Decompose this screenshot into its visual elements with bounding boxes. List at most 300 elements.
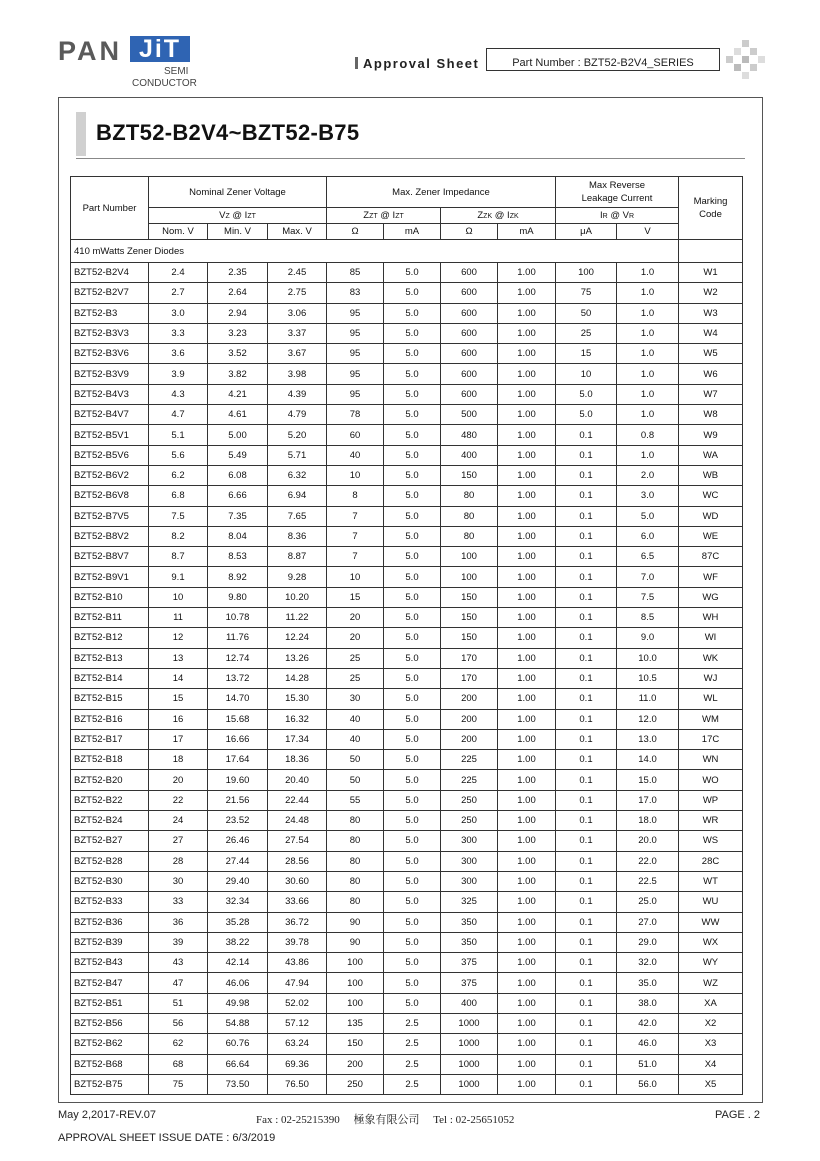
- cell-zzt: 55: [327, 790, 384, 810]
- cell-ir: 0.1: [556, 851, 617, 871]
- cell-zzt: 100: [327, 993, 384, 1013]
- cell-marking-code: X5: [679, 1074, 743, 1094]
- cell-nom-v: 5.6: [149, 445, 208, 465]
- cell-min-v: 2.64: [208, 283, 268, 303]
- cell-nom-v: 9.1: [149, 567, 208, 587]
- cell-izk: 1.00: [498, 283, 556, 303]
- cell-marking-code: WK: [679, 648, 743, 668]
- zzk-izk-subscript: ZK: [509, 213, 519, 220]
- cell-max-v: 3.37: [268, 323, 327, 343]
- cell-ir: 0.1: [556, 465, 617, 485]
- cell-izt: 2.5: [384, 1054, 441, 1074]
- cell-zzt: 80: [327, 811, 384, 831]
- cell-zzt: 30: [327, 689, 384, 709]
- table-row: [71, 323, 743, 343]
- table-row: [71, 668, 743, 688]
- cell-izk: 1.00: [498, 384, 556, 404]
- cell-nom-v: 30: [149, 871, 208, 891]
- cell-ir: 0.1: [556, 567, 617, 587]
- cell-part-number: BZT52-B16: [71, 709, 149, 729]
- max-reverse-leakage-line2: Leakage Current: [581, 193, 653, 204]
- cell-zzk: 80: [441, 506, 498, 526]
- cell-zzk: 600: [441, 263, 498, 283]
- cell-izk: 1.00: [498, 303, 556, 323]
- cell-max-v: 2.75: [268, 283, 327, 303]
- cell-vr: 22.0: [617, 851, 679, 871]
- cell-nom-v: 3.9: [149, 364, 208, 384]
- cell-vr: 35.0: [617, 973, 679, 993]
- cell-min-v: 3.23: [208, 323, 268, 343]
- cell-nom-v: 11: [149, 608, 208, 628]
- cell-part-number: BZT52-B62: [71, 1034, 149, 1054]
- cell-min-v: 29.40: [208, 871, 268, 891]
- cell-marking-code: WP: [679, 790, 743, 810]
- cell-part-number: BZT52-B51: [71, 993, 149, 1013]
- cell-ir: 0.1: [556, 709, 617, 729]
- cell-vr: 12.0: [617, 709, 679, 729]
- cell-max-v: 6.32: [268, 465, 327, 485]
- cell-zzk: 250: [441, 811, 498, 831]
- cell-izt: 5.0: [384, 993, 441, 1013]
- ir-condition-header: [556, 208, 679, 224]
- cell-part-number: BZT52-B39: [71, 932, 149, 952]
- cell-marking-code: WW: [679, 912, 743, 932]
- cell-izk: 1.00: [498, 811, 556, 831]
- cell-max-v: 3.06: [268, 303, 327, 323]
- cell-min-v: 4.61: [208, 405, 268, 425]
- cell-nom-v: 2.4: [149, 263, 208, 283]
- cell-min-v: 4.21: [208, 384, 268, 404]
- cell-nom-v: 8.2: [149, 526, 208, 546]
- logo-jit-text: JiT: [130, 36, 190, 62]
- cell-part-number: BZT52-B3: [71, 303, 149, 323]
- cell-vr: 1.0: [617, 303, 679, 323]
- cell-izk: 1.00: [498, 668, 556, 688]
- table-row: [71, 1034, 743, 1054]
- cell-izk: 1.00: [498, 628, 556, 648]
- cell-nom-v: 3.6: [149, 344, 208, 364]
- cell-vr: 5.0: [617, 506, 679, 526]
- zzk-subscript: ZK: [483, 213, 493, 220]
- cell-zzk: 80: [441, 526, 498, 546]
- cell-marking-code: WG: [679, 587, 743, 607]
- cell-part-number: BZT52-B30: [71, 871, 149, 891]
- table-row: [71, 567, 743, 587]
- cell-zzk: 500: [441, 405, 498, 425]
- cell-marking-code: WM: [679, 709, 743, 729]
- cell-min-v: 54.88: [208, 1013, 268, 1033]
- table-row: [71, 648, 743, 668]
- cell-izt: 5.0: [384, 364, 441, 384]
- cell-vr: 17.0: [617, 790, 679, 810]
- cell-izt: 5.0: [384, 506, 441, 526]
- zzt-symbol: Z: [363, 210, 370, 221]
- cell-max-v: 18.36: [268, 750, 327, 770]
- cell-nom-v: 39: [149, 932, 208, 952]
- cell-min-v: 23.52: [208, 811, 268, 831]
- cell-max-v: 20.40: [268, 770, 327, 790]
- max-reverse-leakage-header: [556, 177, 679, 208]
- cell-ir: 0.1: [556, 628, 617, 648]
- cell-vr: 1.0: [617, 283, 679, 303]
- cell-vr: 1.0: [617, 384, 679, 404]
- cell-min-v: 3.52: [208, 344, 268, 364]
- cell-nom-v: 24: [149, 811, 208, 831]
- cell-part-number: BZT52-B28: [71, 851, 149, 871]
- part-number-header: Part Number: [71, 177, 149, 240]
- zzk-at-text: @ I: [492, 210, 510, 221]
- cell-marking-code: 87C: [679, 547, 743, 567]
- revision-text: May 2,2017-REV.07: [58, 1109, 157, 1121]
- cell-ir: 0.1: [556, 648, 617, 668]
- table-row: [71, 384, 743, 404]
- cell-max-v: 33.66: [268, 892, 327, 912]
- vz-condition-header: [149, 208, 327, 224]
- cell-marking-code: XA: [679, 993, 743, 1013]
- cell-marking-code: WO: [679, 770, 743, 790]
- cell-nom-v: 56: [149, 1013, 208, 1033]
- table-row: [71, 770, 743, 790]
- zzt-at-text: @ I: [377, 210, 396, 221]
- cell-zzt: 95: [327, 344, 384, 364]
- cell-izt: 5.0: [384, 608, 441, 628]
- cell-ir: 0.1: [556, 892, 617, 912]
- cell-part-number: BZT52-B24: [71, 811, 149, 831]
- cell-vr: 1.0: [617, 364, 679, 384]
- cell-zzt: 80: [327, 851, 384, 871]
- part-number-box: Part Number : BZT52-B2V4_SERIES: [486, 48, 720, 71]
- unit-vr-v: V: [617, 224, 679, 240]
- cell-vr: 2.0: [617, 465, 679, 485]
- cell-zzt: 135: [327, 1013, 384, 1033]
- cell-nom-v: 22: [149, 790, 208, 810]
- cell-zzt: 100: [327, 953, 384, 973]
- cell-part-number: BZT52-B47: [71, 973, 149, 993]
- cell-vr: 3.0: [617, 486, 679, 506]
- cell-izk: 1.00: [498, 831, 556, 851]
- vz-subscript: Z: [225, 213, 230, 220]
- cell-izt: 5.0: [384, 526, 441, 546]
- cell-zzk: 600: [441, 364, 498, 384]
- page-number: PAGE . 2: [715, 1109, 761, 1121]
- cell-ir: 75: [556, 283, 617, 303]
- cell-vr: 8.5: [617, 608, 679, 628]
- cell-min-v: 35.28: [208, 912, 268, 932]
- zzk-condition-header: [441, 208, 556, 224]
- cell-izt: 5.0: [384, 932, 441, 952]
- table-row: [71, 709, 743, 729]
- cell-zzk: 100: [441, 567, 498, 587]
- cell-max-v: 30.60: [268, 871, 327, 891]
- cell-part-number: BZT52-B68: [71, 1054, 149, 1074]
- cell-vr: 22.5: [617, 871, 679, 891]
- cell-part-number: BZT52-B6V2: [71, 465, 149, 485]
- zzt-izt-subscript: ZT: [395, 213, 404, 220]
- table-row: [71, 729, 743, 749]
- cell-nom-v: 16: [149, 709, 208, 729]
- table-row: [71, 283, 743, 303]
- table-row: [71, 871, 743, 891]
- cell-vr: 18.0: [617, 811, 679, 831]
- cell-ir: 0.1: [556, 1054, 617, 1074]
- table-row: [71, 1054, 743, 1074]
- cell-zzk: 200: [441, 729, 498, 749]
- cell-part-number: BZT52-B43: [71, 953, 149, 973]
- cell-vr: 1.0: [617, 323, 679, 343]
- ir-subscript: R: [602, 213, 608, 220]
- cell-marking-code: WA: [679, 445, 743, 465]
- cell-vr: 7.5: [617, 587, 679, 607]
- cell-min-v: 15.68: [208, 709, 268, 729]
- title-accent-bar: [76, 112, 86, 156]
- cell-marking-code: WZ: [679, 973, 743, 993]
- cell-izt: 5.0: [384, 405, 441, 425]
- cell-ir: 0.1: [556, 770, 617, 790]
- cell-marking-code: WI: [679, 628, 743, 648]
- cell-zzt: 7: [327, 547, 384, 567]
- cell-zzt: 78: [327, 405, 384, 425]
- cell-izk: 1.00: [498, 973, 556, 993]
- cell-ir: 0.1: [556, 750, 617, 770]
- cell-part-number: BZT52-B15: [71, 689, 149, 709]
- cell-vr: 25.0: [617, 892, 679, 912]
- cell-izk: 1.00: [498, 608, 556, 628]
- cell-min-v: 42.14: [208, 953, 268, 973]
- cell-zzt: 85: [327, 263, 384, 283]
- decorative-squares-icon: [726, 40, 766, 80]
- cell-izt: 5.0: [384, 729, 441, 749]
- cell-izk: 1.00: [498, 648, 556, 668]
- cell-ir: 0.1: [556, 506, 617, 526]
- table-row: [71, 953, 743, 973]
- cell-nom-v: 47: [149, 973, 208, 993]
- table-row: [71, 912, 743, 932]
- table-row: [71, 263, 743, 283]
- cell-nom-v: 7.5: [149, 506, 208, 526]
- table-row: [71, 993, 743, 1013]
- cell-part-number: BZT52-B36: [71, 912, 149, 932]
- table-row: [71, 811, 743, 831]
- cell-izt: 5.0: [384, 283, 441, 303]
- cell-zzk: 200: [441, 689, 498, 709]
- spec-table-body: [71, 263, 743, 1095]
- cell-zzk: 250: [441, 790, 498, 810]
- cell-zzt: 50: [327, 770, 384, 790]
- cell-max-v: 13.26: [268, 648, 327, 668]
- cell-zzk: 375: [441, 973, 498, 993]
- unit-zzt-ohm: Ω: [327, 224, 384, 240]
- cell-nom-v: 2.7: [149, 283, 208, 303]
- unit-max-v: Max. V: [268, 224, 327, 240]
- cell-part-number: BZT52-B13: [71, 648, 149, 668]
- cell-marking-code: WL: [679, 689, 743, 709]
- cell-max-v: 4.79: [268, 405, 327, 425]
- cell-ir: 0.1: [556, 486, 617, 506]
- cell-zzk: 170: [441, 648, 498, 668]
- cell-zzk: 400: [441, 993, 498, 1013]
- cell-nom-v: 3.3: [149, 323, 208, 343]
- cell-max-v: 2.45: [268, 263, 327, 283]
- cell-nom-v: 27: [149, 831, 208, 851]
- cell-nom-v: 36: [149, 912, 208, 932]
- cell-ir: 0.1: [556, 526, 617, 546]
- contact-text: Fax : 02-25215390 極象有限公司 Tel : 02-25651052: [256, 1114, 515, 1126]
- cell-izk: 1.00: [498, 953, 556, 973]
- cell-ir: 0.1: [556, 689, 617, 709]
- table-row: [71, 445, 743, 465]
- cell-min-v: 32.34: [208, 892, 268, 912]
- cell-izk: 1.00: [498, 323, 556, 343]
- cell-vr: 7.0: [617, 567, 679, 587]
- cell-marking-code: 17C: [679, 729, 743, 749]
- cell-zzk: 170: [441, 668, 498, 688]
- ir-vr-subscript: R: [628, 213, 635, 220]
- cell-marking-code: W1: [679, 263, 743, 283]
- cell-min-v: 2.94: [208, 303, 268, 323]
- cell-izt: 5.0: [384, 750, 441, 770]
- cell-zzk: 300: [441, 851, 498, 871]
- cell-marking-code: X3: [679, 1034, 743, 1054]
- cell-part-number: BZT52-B8V7: [71, 547, 149, 567]
- cell-vr: 27.0: [617, 912, 679, 932]
- logo-semi-text: SEMI: [164, 66, 189, 77]
- cell-zzk: 1000: [441, 1034, 498, 1054]
- cell-min-v: 27.44: [208, 851, 268, 871]
- cell-izt: 5.0: [384, 953, 441, 973]
- vz-izt-subscript: ZT: [247, 213, 256, 220]
- cell-zzt: 95: [327, 384, 384, 404]
- cell-min-v: 8.53: [208, 547, 268, 567]
- cell-ir: 0.1: [556, 790, 617, 810]
- cell-izt: 5.0: [384, 973, 441, 993]
- cell-part-number: BZT52-B4V3: [71, 384, 149, 404]
- cell-min-v: 46.06: [208, 973, 268, 993]
- cell-izt: 5.0: [384, 263, 441, 283]
- cell-izk: 1.00: [498, 587, 556, 607]
- cell-max-v: 17.34: [268, 729, 327, 749]
- cell-vr: 29.0: [617, 932, 679, 952]
- cell-izt: 5.0: [384, 851, 441, 871]
- cell-min-v: 9.80: [208, 587, 268, 607]
- cell-ir: 0.1: [556, 993, 617, 1013]
- cell-nom-v: 75: [149, 1074, 208, 1094]
- cell-max-v: 28.56: [268, 851, 327, 871]
- cell-zzk: 600: [441, 303, 498, 323]
- cell-zzk: 200: [441, 709, 498, 729]
- cell-izk: 1.00: [498, 892, 556, 912]
- table-row: [71, 344, 743, 364]
- zzt-subscript: ZT: [369, 213, 378, 220]
- cell-izk: 1.00: [498, 750, 556, 770]
- cell-vr: 32.0: [617, 953, 679, 973]
- table-row: [71, 364, 743, 384]
- cell-izk: 1.00: [498, 567, 556, 587]
- cell-max-v: 5.20: [268, 425, 327, 445]
- cell-max-v: 47.94: [268, 973, 327, 993]
- cell-zzt: 40: [327, 445, 384, 465]
- cell-zzt: 40: [327, 709, 384, 729]
- cell-vr: 51.0: [617, 1054, 679, 1074]
- cell-zzt: 7: [327, 526, 384, 546]
- cell-part-number: BZT52-B18: [71, 750, 149, 770]
- cell-zzt: 8: [327, 486, 384, 506]
- cell-vr: 1.0: [617, 344, 679, 364]
- cell-part-number: BZT52-B20: [71, 770, 149, 790]
- cell-izk: 1.00: [498, 1013, 556, 1033]
- cell-izk: 1.00: [498, 526, 556, 546]
- table-row: [71, 932, 743, 952]
- cell-max-v: 24.48: [268, 811, 327, 831]
- cell-vr: 46.0: [617, 1034, 679, 1054]
- cell-vr: 13.0: [617, 729, 679, 749]
- cell-zzt: 95: [327, 323, 384, 343]
- table-row: [71, 465, 743, 485]
- unit-zzk-ohm: Ω: [441, 224, 498, 240]
- cell-nom-v: 12: [149, 628, 208, 648]
- cell-ir: 25: [556, 323, 617, 343]
- cell-izt: 5.0: [384, 547, 441, 567]
- table-row: [71, 587, 743, 607]
- cell-izk: 1.00: [498, 465, 556, 485]
- cell-min-v: 73.50: [208, 1074, 268, 1094]
- unit-ir-ua: μA: [556, 224, 617, 240]
- cell-zzk: 375: [441, 953, 498, 973]
- cell-vr: 14.0: [617, 750, 679, 770]
- cell-izk: 1.00: [498, 1034, 556, 1054]
- cell-part-number: BZT52-B9V1: [71, 567, 149, 587]
- table-row: [71, 405, 743, 425]
- cell-ir: 0.1: [556, 608, 617, 628]
- table-row: [71, 547, 743, 567]
- cell-zzt: 80: [327, 831, 384, 851]
- cell-izk: 1.00: [498, 912, 556, 932]
- cell-ir: 0.1: [556, 445, 617, 465]
- cell-max-v: 3.98: [268, 364, 327, 384]
- cell-min-v: 13.72: [208, 668, 268, 688]
- cell-max-v: 22.44: [268, 790, 327, 810]
- cell-ir: 5.0: [556, 384, 617, 404]
- vz-symbol: V: [219, 210, 226, 221]
- table-row: [71, 851, 743, 871]
- cell-zzt: 50: [327, 750, 384, 770]
- cell-zzk: 1000: [441, 1054, 498, 1074]
- cell-nom-v: 68: [149, 1054, 208, 1074]
- cell-izt: 5.0: [384, 628, 441, 648]
- cell-ir: 0.1: [556, 587, 617, 607]
- cell-marking-code: WX: [679, 932, 743, 952]
- logo-conductor-text: CONDUCTOR: [132, 78, 197, 89]
- cell-vr: 56.0: [617, 1074, 679, 1094]
- cell-ir: 0.1: [556, 953, 617, 973]
- cell-zzt: 80: [327, 871, 384, 891]
- cell-ir: 0.1: [556, 425, 617, 445]
- cell-izk: 1.00: [498, 344, 556, 364]
- cell-zzt: 80: [327, 892, 384, 912]
- max-reverse-leakage-line1: Max Reverse: [589, 180, 645, 191]
- cell-max-v: 12.24: [268, 628, 327, 648]
- cell-part-number: BZT52-B17: [71, 729, 149, 749]
- cell-zzt: 95: [327, 303, 384, 323]
- cell-zzk: 350: [441, 912, 498, 932]
- cell-marking-code: WB: [679, 465, 743, 485]
- cell-ir: 0.1: [556, 871, 617, 891]
- cell-izt: 5.0: [384, 790, 441, 810]
- cell-zzk: 150: [441, 465, 498, 485]
- cell-part-number: BZT52-B27: [71, 831, 149, 851]
- cell-zzk: 150: [441, 608, 498, 628]
- cell-zzk: 600: [441, 384, 498, 404]
- cell-vr: 15.0: [617, 770, 679, 790]
